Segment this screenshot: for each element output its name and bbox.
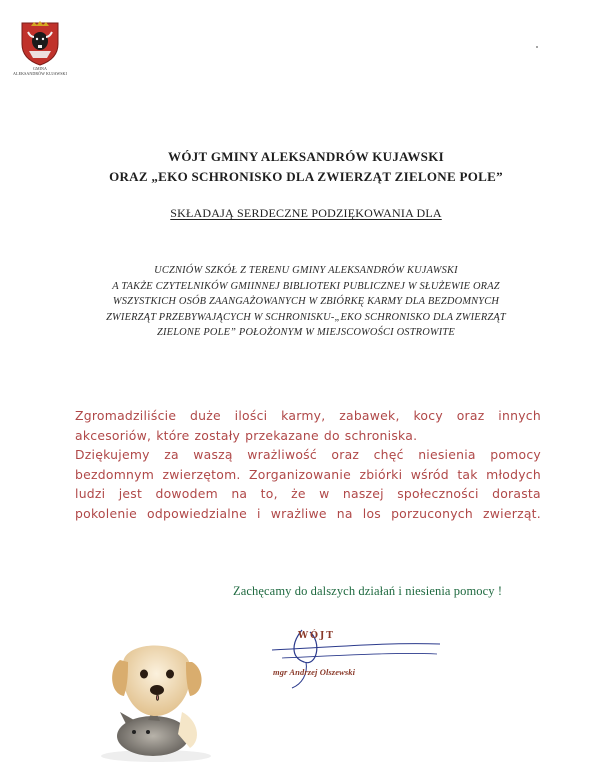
letter-word: Zorganizowanie [249, 466, 351, 482]
letter-word: bezdomnym [75, 466, 155, 482]
letter-word: jest [118, 486, 143, 502]
letter-word: porzuconych [391, 505, 473, 521]
letter-word: pomocy [490, 447, 541, 463]
letter-body [75, 406, 541, 524]
letter-word: które [156, 427, 190, 443]
letter-word: naszej [342, 486, 384, 502]
letter-word: niesienia [418, 447, 476, 463]
letter-word: za [164, 447, 179, 463]
letter-word: wrażliwość [247, 447, 317, 463]
letter-word: tak [457, 466, 478, 482]
handwritten-signature [262, 612, 452, 692]
letter-line [75, 504, 541, 524]
letter-word: Zgromadziliście [75, 408, 177, 423]
letter-word: dowodem [155, 486, 218, 502]
letter-word: zostały [194, 427, 241, 443]
recipients-line: WSZYSTKICH OSÓB ZAANGAŻOWANYCH W ZBIÓRKĘ KARMY DLA BEZDOMNYCH [112, 296, 500, 307]
crest-caption-line2: ALEKSANDRÓW KUJAWSKI [13, 71, 67, 76]
letter-word: schroniska. [344, 427, 418, 443]
letter-word: społeczności [397, 486, 479, 502]
closing-line: Zachęcamy do dalszych działań i niesienia pomocy ! [233, 584, 503, 598]
letter-line [75, 445, 541, 465]
letter-word: waszą [193, 447, 233, 463]
letter-word: przekazane [245, 427, 319, 443]
coat-of-arms-icon [19, 18, 61, 66]
letter-word: na [336, 505, 353, 521]
letter-word: oraz [331, 447, 360, 463]
recipients-line: UCZNIÓW SZKÓŁ Z TERENU GMINY ALEKSANDRÓW KUJAWSKI [154, 265, 458, 276]
letter-word: zbiórki [359, 466, 403, 482]
letter-word: pokolenie [75, 505, 137, 521]
letter-line [75, 406, 541, 426]
letter-word: w [319, 486, 330, 502]
issuer-heading: WÓJT GMINY ALEKSANDRÓW KUJAWSKI [168, 149, 444, 164]
recipients-block [60, 263, 552, 341]
letter-word: zwierzętom. [162, 466, 241, 482]
letter-word: innych [498, 408, 541, 423]
letter-word: chęć [373, 447, 404, 463]
letter-word: ilości [234, 408, 268, 423]
letter-word: akcesoriów, [75, 427, 152, 443]
stamp-title: WÓJT [298, 631, 335, 641]
letter-word: zwierząt. [483, 505, 541, 521]
letter-word: los [362, 505, 382, 521]
crest-caption [6, 66, 74, 76]
letter-word: to, [260, 486, 278, 502]
letter-word: i [257, 505, 261, 521]
letter-word: wrażliwe [270, 505, 327, 521]
letter-line [75, 484, 541, 504]
stamp-name: mgr Andrzej Olszewski [273, 667, 356, 677]
recipients-line: ZIELONE POLE” POŁOŻONYM W MIEJSCOWOŚCI OSTROWITE [157, 327, 455, 338]
letter-line [75, 426, 541, 446]
letter-word: wśród [410, 466, 449, 482]
letter-line [75, 465, 541, 485]
co-issuer-heading: ORAZ „EKO SCHRONISKO DLA ZWIERZĄT ZIELONE POLE” [109, 169, 503, 184]
letter-word: na [231, 486, 248, 502]
crest-caption-line1: GMINA [32, 66, 48, 71]
letter-word: młodych [486, 466, 541, 482]
letter-word: ludzi [75, 486, 106, 502]
letter-word: do [323, 427, 340, 443]
letter-word: Dziękujemy [75, 447, 150, 463]
letter-word: karmy, [281, 408, 326, 423]
thanks-heading [0, 204, 612, 222]
letter-word: dorasta [492, 486, 541, 502]
thanks-heading-text: SKŁADAJĄ SERDECZNE PODZIĘKOWANIA DLA [170, 206, 442, 220]
letter-word: oraz [456, 408, 485, 423]
letter-word: kocy [413, 408, 443, 423]
scan-speck [536, 46, 538, 48]
letter-word: zabawek, [339, 408, 400, 423]
letter-word: odpowiedzialne [147, 505, 247, 521]
puppy-and-kitten-illustration-icon [98, 624, 218, 764]
recipients-line: ZWIERZĄT PRZEBYWAJĄCYCH W SCHRONISKU-„EKO SCHRONISKO DLA ZWIERZĄT [106, 311, 506, 323]
recipients-line: A TAKŻE CZYTELNIKÓW GMIINNEJ BIBLIOTEKI PUBLICZNEJ W SŁUŻEWIE ORAZ [112, 280, 500, 292]
letter-word: duże [190, 408, 221, 423]
letter-word: że [291, 486, 306, 502]
